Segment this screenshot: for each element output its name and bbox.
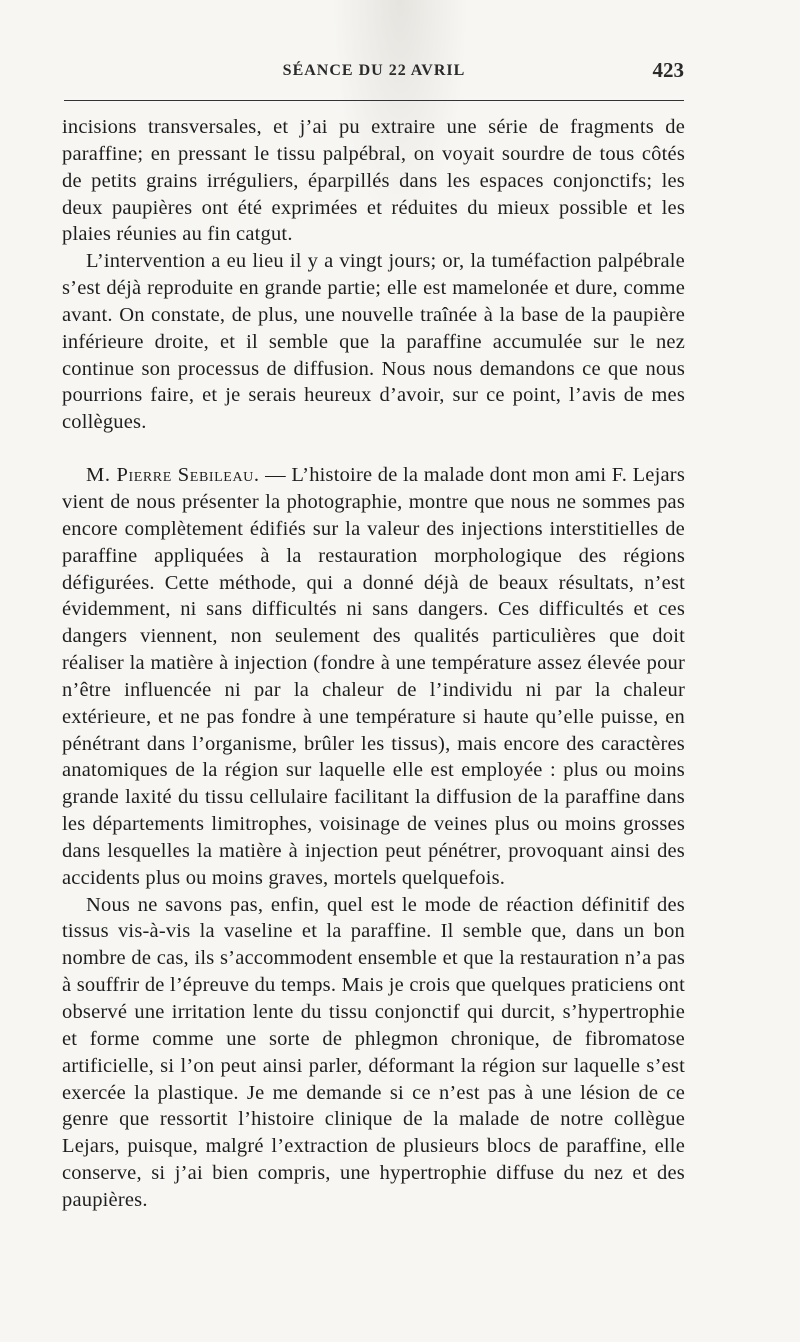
speech-text: — L’histoire de la malade dont mon ami F. Lejars vient de nous présenter la photographie, montre que nous ne sommes pas encore complètement édifiés sur la valeur des injections interstitielles de paraffine appliquées à la restauration morphologique des régions défigurées. Cette méthode, qui a donné déjà de beaux résultats, n’est évidemment, ni sans difficultés ni sans dangers. Ces difficultés et ces dangers viennent, non seulement des qualités particulières que doit réaliser la matière à injection (fondre à une température assez élevée pour n’être influencée ni par la chaleur de l’individu ni par la chaleur extérieure, et ne pas fondre à une température si haute qu’elle puisse, en pénétrant dans l’organisme, brûler les tissus), mais encore des caractères anatomiques de la région sur laquelle elle est employée : plus ou moins grande laxité du tissu cellulaire facilitant la diffusion de la paraffine dans les départements limitrophes, voisinage de veines plus ou moins grosses dans lesquelles la matière à injection peut pénétrer, provoquant ainsi des accidents plus ou moins graves, mortels quelquefois. xyxy=(62,464,685,889)
page-header xyxy=(64,58,684,88)
running-head: SÉANCE DU 22 AVRIL xyxy=(282,62,466,79)
body-text xyxy=(62,114,685,1214)
header-rule xyxy=(64,100,684,101)
paragraph: L’intervention a eu lieu il y a vingt jours; or, la tuméfaction palpébrale s’est déjà reproduite en grande partie; elle est mamelonée et dure, comme avant. On constate, de plus, une nouvelle traînée à la base de la paupière inférieure droite, et il semble que la paraffine accumulée sur le nez continue son processus de diffusion. Nous nous demandons ce que nous pourrions faire, et je serais heureux d’avoir, sur ce point, l’avis de mes collègues. xyxy=(62,250,685,434)
speaker-name: M. Pierre Sebileau. xyxy=(86,464,260,487)
page-number: 423 xyxy=(652,58,684,82)
paragraph: incisions transversales, et j’ai pu extraire une série de fragments de paraffine; en pressant le tissu palpébral, on voyait sourdre de tous côtés de petits grains irréguliers, éparpillés dans les espaces conjonctifs; les deux paupières ont été exprimées et réduites du mieux possible et les plaies réunies au fin catgut. xyxy=(62,116,685,246)
speech-paragraph xyxy=(62,462,685,892)
section-gap xyxy=(62,436,685,462)
paragraph: Nous ne savons pas, enfin, quel est le mode de réaction définitif des tissus vis-à-vis la vaseline et la paraffine. Il semble que, dans un bon nombre de cas, ils s’accommodent ensemble et que la restauration n’a pas à souffrir de l’épreuve du temps. Mais je crois que quelques praticiens ont observé une irritation lente du tissu conjonctif qui durcit, s’hypertrophie et forme comme une sorte de phlegmon chronique, de fibromatose artificielle, si l’on peut ainsi parler, déformant la région sur laquelle s’est exercée la plastique. Je me demande si ce n’est pas à une lésion de ce genre que ressortit l’histoire clinique de la malade de notre collègue Lejars, puisque, malgré l’extraction de plusieurs blocs de paraffine, elle conserve, si j’ai bien compris, une hypertrophie diffuse du nez et des paupières. xyxy=(62,893,685,1211)
